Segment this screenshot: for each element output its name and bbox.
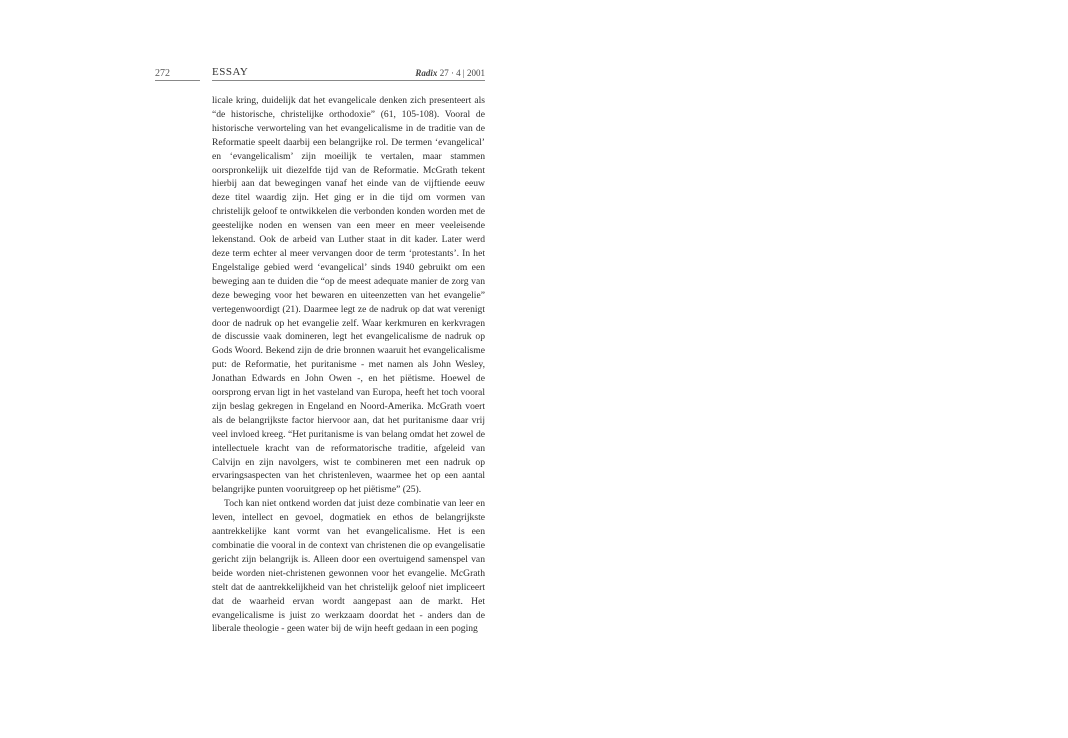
body-text (212, 94, 485, 636)
page-number: 272 (155, 68, 170, 79)
header-rule (212, 80, 485, 81)
running-head (300, 68, 485, 78)
paragraph: licale kring, duidelijk dat het evangelicale denken zich presenteert als “de historische, christelijke orthodoxie” (61, 105-108). Vooral de historische verworteling van het evangelicalisme in de traditie van de Reformatie speelt daarbij een belangrijke rol. De termen ‘evangelical’ en ‘evangelicalism’ zijn moeilijk te vertalen, maar stammen oorspronkelijk uit diezelfde tijd van de Reformatie. McGrath tekent hierbij aan dat bewegingen vanaf het einde van de vijftiende eeuw deze titel waardig zijn. Het ging er in die tijd om vormen van christelijk geloof te ontwikkelen die verbonden konden worden met de geestelijke noden en wensen van een meer en meer veeleisende lekenstand. Ook de arbeid van Luther staat in dit kader. Later werd deze term echter al meer vervangen door de term ‘protestants’. In het Engelstalige gebied werd ‘evangelical’ sinds 1940 gebruikt om een beweging aan te duiden die “op de meest adequate manier de zorg van deze beweging voor het bewaren en uiteenzetten van het evangelie” vertegenwoordigt (21). Daarmee legt ze de nadruk op dat wat verenigt door de nadruk op het evangelie zelf. Waar kerkmuren en kerkvragen de discussie vaak domineren, legt het evangelicalisme de nadruk op Gods Woord. Bekend zijn de drie bronnen waaruit het evangelicalisme put: de Reformatie, het puritanisme - met namen als John Wesley, Jonathan Edwards en John Owen -, en het piëtisme. Hoewel de oorsprong ervan ligt in het vasteland van Europa, heeft het toch vooral zijn beslag gekregen in Engeland en Noord-Amerika. McGrath voert als de belangrijkste factor hiervoor aan, dat het puritanisme daar vrij veel invloed kreeg. “Het puritanisme is van belang omdat het zowel de intellectuele kracht van de reformatorische traditie, afgeleid van Calvijn en zijn navolgers, wist te combineren met een nadruk op ervaringsaspecten van het christenleven, waarmee het op een aantal belangrijke punten vooruitgreep op het piëtisme” (25). (212, 95, 485, 496)
page-number-rule (155, 80, 200, 81)
journal-name: Radix (415, 68, 438, 78)
issue-info: 27 · 4 | 2001 (439, 68, 485, 78)
paragraph: Toch kan niet ontkend worden dat juist deze combinatie van leer en leven, intellect en gevoel, dogmatiek en ethos de belangrijkste aantrekkelijke kant vormt van het evangelicalisme. Het is een combinatie die vooral in de context van christenen die op evangelisatie gericht zijn belangrijk is. Alleen door een overtuigend samenspel van beide worden niet-christenen gewonnen voor het evangelie. McGrath stelt dat de aantrekkelijkheid van het christelijk geloof niet impliceert dat de waarheid ervan wordt aangepast aan de markt. Het evangelicalisme is juist zo werkzaam doordat het - anders dan de liberale theologie - geen water bij de wijn heeft gedaan in een poging (212, 498, 485, 635)
section-title: ESSAY (212, 66, 249, 78)
